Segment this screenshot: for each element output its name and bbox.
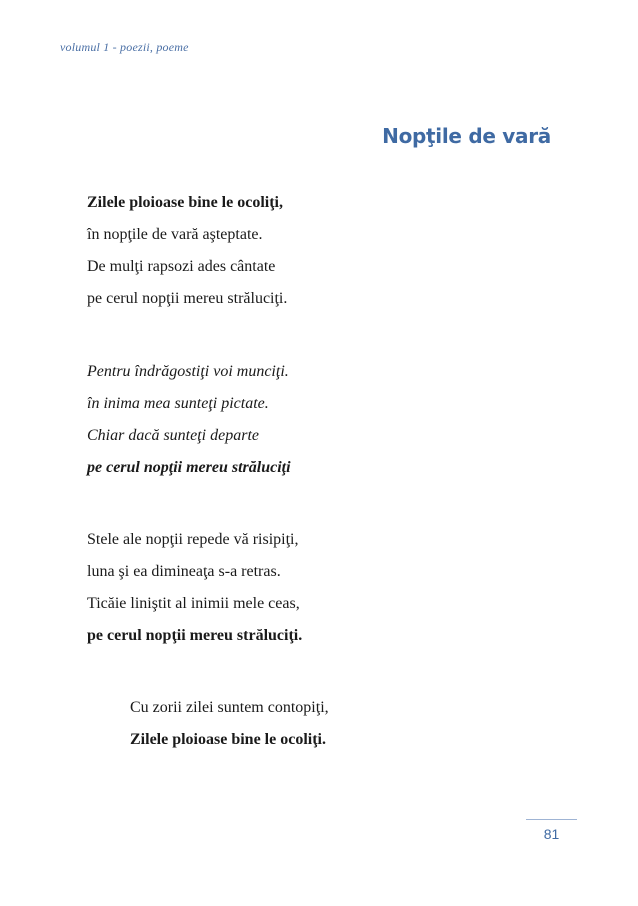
poem-line: în inima mea sunteţi pictate. [87,395,269,412]
poem-line: Cu zorii zilei suntem contopiţi, [130,699,329,716]
stanza-4 [130,692,329,756]
poem-line: luna şi ea dimineaţa s-a retras. [87,563,281,580]
poem-line: în nopţile de vară aşteptate. [87,226,263,243]
poem-line: Ticăie liniştit al inimii mele ceas, [87,595,300,612]
poem-line: Zilele ploioase bine le ocoliţi, [87,194,283,211]
running-header: volumul 1 - poezii, poeme [60,40,189,54]
stanza-2 [87,356,291,484]
stanza-3 [87,524,302,652]
poem-title: Nopţile de vară [382,124,551,148]
poem-line: De mulţi rapsozi ades cântate [87,258,276,275]
poem-line: pe cerul nopţii mereu străluciţi. [87,627,303,644]
poem-line: pe cerul nopţii mereu străluciţi [87,459,291,476]
stanza-1 [87,187,287,315]
poem-line: Zilele ploioase bine le ocoliţi. [130,731,326,748]
poem-line: Chiar dacă sunteţi departe [87,427,259,444]
page-number: 81 [543,826,560,842]
poem-line: Stele ale nopţii repede vă risipiţi, [87,531,299,548]
poem-line: Pentru îndrăgostiţi voi munciţi. [87,363,289,380]
poem-line: pe cerul nopţii mereu străluciţi. [87,290,288,307]
footer-divider [526,819,577,820]
